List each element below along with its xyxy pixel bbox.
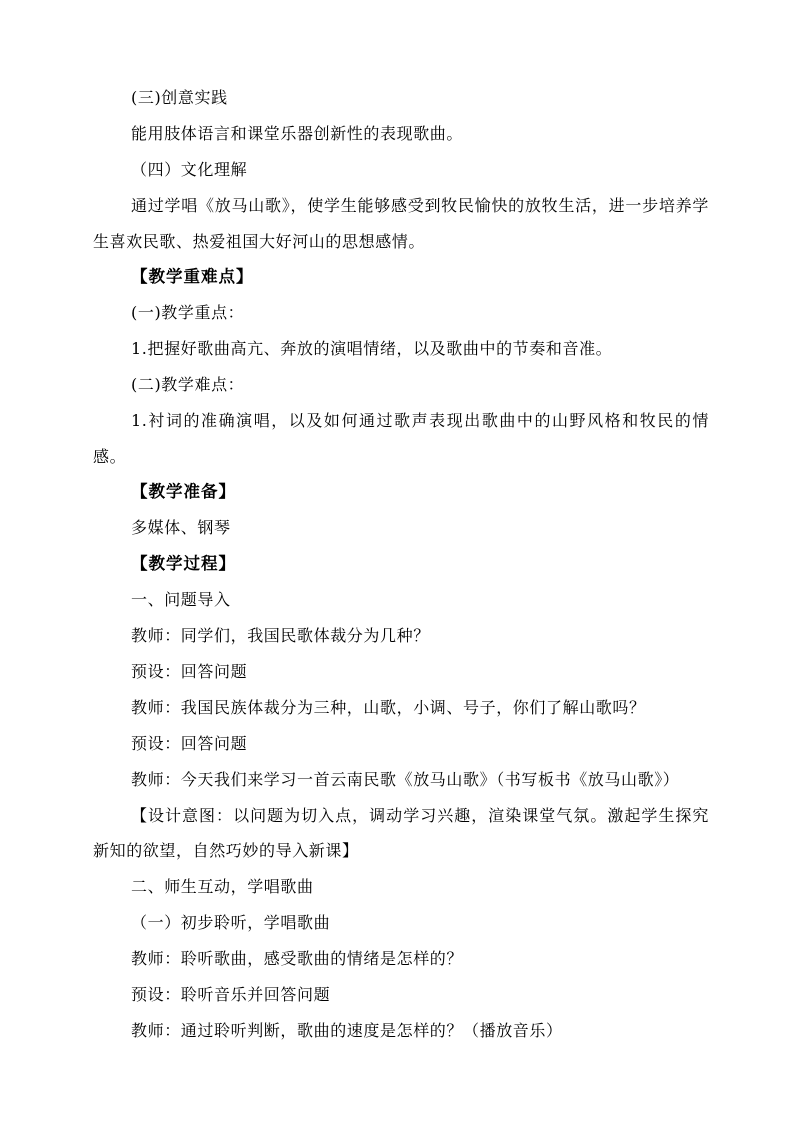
document-body [93,80,709,1049]
dialogue-line: 预设：聆听音乐并回答问题 [131,984,331,1004]
difficult-point-item-1: 1.衬词的准确演唱，以及如何通过歌声表现出歌曲中的山野风格和牧民的情感。 [93,411,709,466]
step-two-sub-heading: （一）初步聆听，学唱歌曲 [131,912,331,932]
key-difficult-points-heading: 【教学重难点】 [131,267,254,286]
dialogue-line: 教师：我国民族体裁分为三种，山歌，小调、号子，你们了解山歌吗？ [131,698,646,717]
section-culture-heading: （四）文化理解 [131,160,248,179]
key-point-item-1: 1.把握好歌曲高亢、奔放的演唱情绪，以及歌曲中的节奏和音准。 [131,339,613,358]
culture-paragraph: 通过学唱《放马山歌》，使学生能够感受到牧民愉快的放牧生活，进一步培养学生喜欢民歌、热爱祖国大好河山的思想感情。 [93,196,709,251]
design-intent-paragraph: 【设计意图：以问题为切入点，调动学习兴趣，渲染课堂气氛。激起学生探究新知的欲望，自然巧妙的导入新课】 [93,805,709,860]
section-creative-practice-heading: (三)创意实践 [131,88,228,107]
dialogue-line: 教师：聆听歌曲，感受歌曲的情绪是怎样的？ [131,948,464,968]
step-one-heading: 一、问题导入 [131,590,231,609]
process-heading: 【教学过程】 [131,554,236,573]
dialogue-line: 预设：回答问题 [131,734,248,753]
dialogue-line: 教师：同学们，我国民歌体裁分为几种？ [131,626,430,645]
key-points-subheading: (一)教学重点： [131,303,245,322]
dialogue-line: 教师：通过聆听判断，歌曲的速度是怎样的？（播放音乐） [131,1020,563,1040]
preparation-text: 多媒体、钢琴 [131,518,231,537]
step-two-heading: 二、师生互动，学唱歌曲 [131,876,314,896]
dialogue-paragraph: 教师：今天我们来学习一首云南民歌《放马山歌》（书写板书《放马山歌》） [131,770,680,789]
dialogue-line: 预设：回答问题 [131,662,248,681]
difficult-points-subheading: (二)教学难点： [131,375,245,394]
creative-practice-text: 能用肢体语言和课堂乐器创新性的表现歌曲。 [131,124,464,143]
preparation-heading: 【教学准备】 [131,482,236,501]
